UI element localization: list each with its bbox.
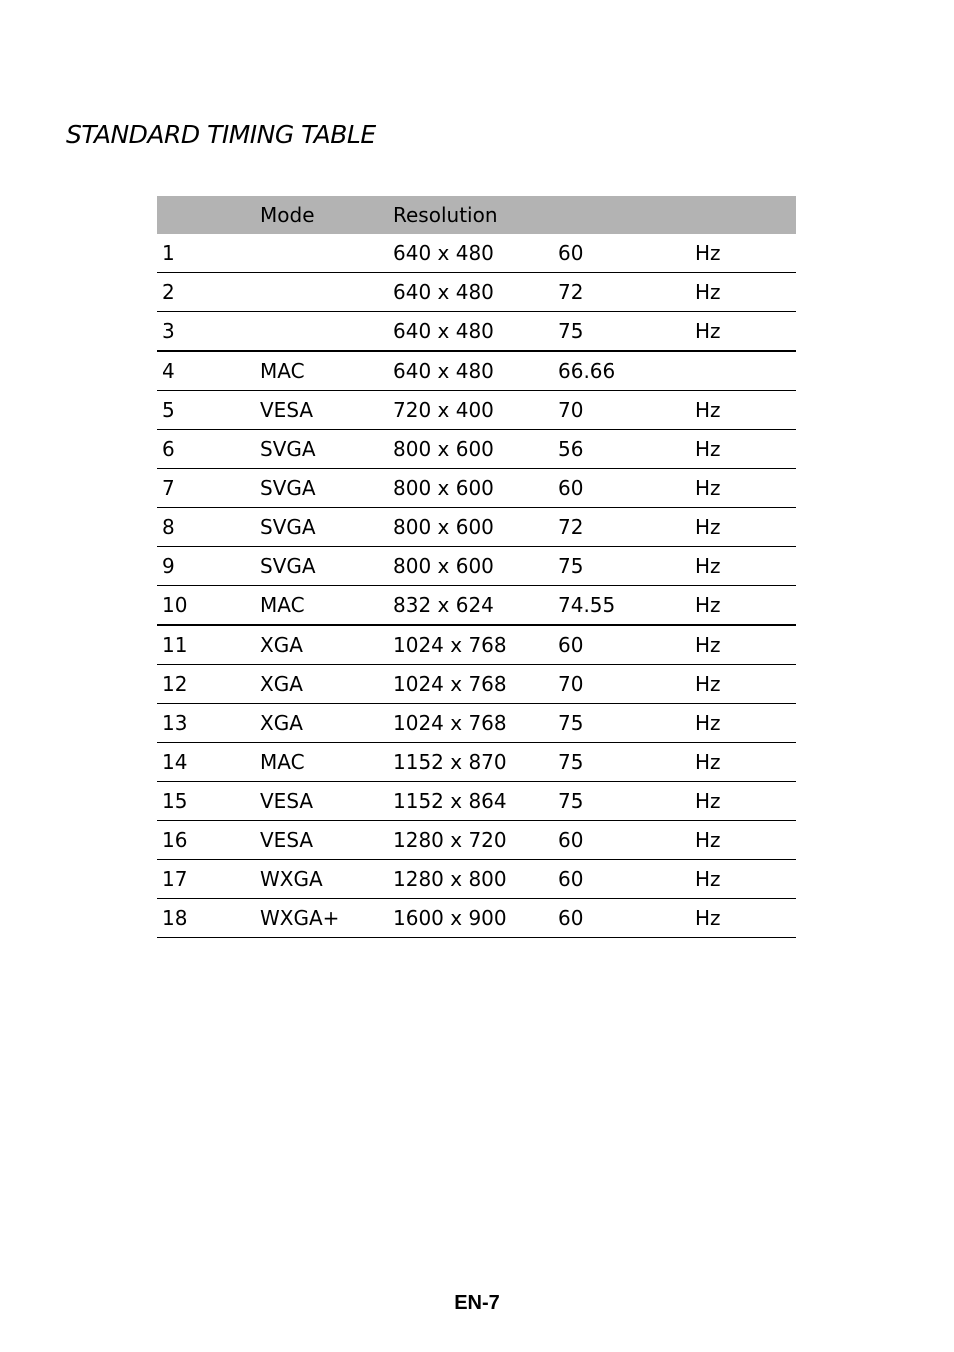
cell-number: 11 bbox=[162, 633, 188, 657]
cell-number: 15 bbox=[162, 789, 188, 813]
cell-mode bbox=[255, 312, 388, 352]
table-row bbox=[157, 860, 796, 899]
cell-mode: SVGA bbox=[260, 515, 316, 539]
cell-mode: MAC bbox=[260, 359, 305, 383]
cell-refresh-rate: 72 bbox=[558, 515, 584, 539]
cell-number: 18 bbox=[162, 906, 188, 930]
cell-number: 6 bbox=[162, 437, 175, 461]
cell-resolution: 640 x 480 bbox=[393, 280, 494, 304]
cell-resolution: 640 x 480 bbox=[393, 241, 494, 265]
cell-unit: Hz bbox=[695, 672, 721, 696]
cell-mode: VESA bbox=[260, 398, 314, 422]
cell-number: 7 bbox=[162, 476, 175, 500]
page-title: STANDARD TIMING TABLE bbox=[66, 120, 376, 149]
cell-refresh-rate: 60 bbox=[558, 828, 584, 852]
table-body bbox=[157, 234, 796, 938]
cell-mode: WXGA bbox=[260, 867, 323, 891]
cell-resolution: 1024 x 768 bbox=[393, 672, 507, 696]
cell-mode: XGA bbox=[260, 672, 303, 696]
cell-number: 14 bbox=[162, 750, 188, 774]
cell-number: 1 bbox=[162, 241, 175, 265]
cell-unit: Hz bbox=[695, 633, 721, 657]
cell-mode: XGA bbox=[260, 633, 303, 657]
cell-unit: Hz bbox=[695, 789, 721, 813]
cell-mode: XGA bbox=[260, 711, 303, 735]
cell-unit: Hz bbox=[695, 554, 721, 578]
table-row bbox=[157, 704, 796, 743]
cell-mode: WXGA+ bbox=[260, 906, 340, 930]
cell-mode: VESA bbox=[260, 789, 314, 813]
cell-mode: SVGA bbox=[260, 437, 316, 461]
cell-refresh-rate: 60 bbox=[558, 867, 584, 891]
cell-number: 2 bbox=[162, 280, 175, 304]
table-row bbox=[157, 312, 796, 352]
cell-refresh-rate: 60 bbox=[558, 633, 584, 657]
cell-resolution: 1600 x 900 bbox=[393, 906, 507, 930]
cell-resolution: 640 x 480 bbox=[393, 359, 494, 383]
cell-resolution: 640 x 480 bbox=[393, 319, 494, 343]
cell-resolution: 1024 x 768 bbox=[393, 711, 507, 735]
cell-number: 3 bbox=[162, 319, 175, 343]
cell-resolution: 1152 x 864 bbox=[393, 789, 507, 813]
page-number: EN-7 bbox=[454, 1292, 500, 1314]
cell-number: 12 bbox=[162, 672, 188, 696]
cell-number: 10 bbox=[162, 593, 188, 617]
header-rate bbox=[553, 196, 690, 234]
cell-number: 13 bbox=[162, 711, 188, 735]
cell-refresh-rate: 75 bbox=[558, 319, 584, 343]
cell-mode: SVGA bbox=[260, 554, 316, 578]
cell-unit: Hz bbox=[695, 867, 721, 891]
table-row bbox=[157, 430, 796, 469]
cell-unit: Hz bbox=[695, 476, 721, 500]
cell-unit: Hz bbox=[695, 398, 721, 422]
table-row bbox=[157, 743, 796, 782]
cell-resolution: 832 x 624 bbox=[393, 593, 494, 617]
cell-resolution: 1024 x 768 bbox=[393, 633, 507, 657]
cell-number: 17 bbox=[162, 867, 188, 891]
table-row bbox=[157, 508, 796, 547]
header-mode: Mode bbox=[260, 203, 315, 227]
cell-mode bbox=[255, 273, 388, 312]
cell-number: 16 bbox=[162, 828, 188, 852]
cell-resolution: 1152 x 870 bbox=[393, 750, 507, 774]
cell-resolution: 1280 x 800 bbox=[393, 867, 507, 891]
table-row bbox=[157, 821, 796, 860]
header-unit bbox=[690, 196, 796, 234]
cell-refresh-rate: 56 bbox=[558, 437, 584, 461]
cell-refresh-rate: 66.66 bbox=[558, 359, 616, 383]
cell-mode bbox=[255, 234, 388, 273]
cell-refresh-rate: 75 bbox=[558, 711, 584, 735]
header-resolution: Resolution bbox=[393, 203, 498, 227]
cell-number: 5 bbox=[162, 398, 175, 422]
table-row bbox=[157, 547, 796, 586]
cell-refresh-rate: 72 bbox=[558, 280, 584, 304]
table-row bbox=[157, 273, 796, 312]
table-row bbox=[157, 469, 796, 508]
cell-number: 8 bbox=[162, 515, 175, 539]
cell-mode: SVGA bbox=[260, 476, 316, 500]
cell-resolution: 800 x 600 bbox=[393, 476, 494, 500]
cell-refresh-rate: 60 bbox=[558, 476, 584, 500]
cell-unit: Hz bbox=[695, 750, 721, 774]
cell-refresh-rate: 75 bbox=[558, 789, 584, 813]
cell-unit: Hz bbox=[695, 280, 721, 304]
cell-number: 4 bbox=[162, 359, 175, 383]
header-number bbox=[157, 196, 255, 234]
table-row bbox=[157, 665, 796, 704]
cell-refresh-rate: 74.55 bbox=[558, 593, 616, 617]
cell-refresh-rate: 75 bbox=[558, 750, 584, 774]
table-row bbox=[157, 234, 796, 273]
cell-mode: VESA bbox=[260, 828, 314, 852]
cell-unit: Hz bbox=[695, 319, 721, 343]
cell-unit bbox=[690, 351, 796, 391]
table-row bbox=[157, 351, 796, 391]
table-header-row bbox=[157, 196, 796, 234]
cell-refresh-rate: 75 bbox=[558, 554, 584, 578]
cell-unit: Hz bbox=[695, 711, 721, 735]
cell-refresh-rate: 70 bbox=[558, 398, 584, 422]
cell-unit: Hz bbox=[695, 437, 721, 461]
cell-mode: MAC bbox=[260, 593, 305, 617]
cell-unit: Hz bbox=[695, 906, 721, 930]
cell-resolution: 720 x 400 bbox=[393, 398, 494, 422]
cell-unit: Hz bbox=[695, 828, 721, 852]
table-row bbox=[157, 899, 796, 938]
table-row bbox=[157, 391, 796, 430]
cell-refresh-rate: 70 bbox=[558, 672, 584, 696]
cell-mode: MAC bbox=[260, 750, 305, 774]
cell-number: 9 bbox=[162, 554, 175, 578]
cell-refresh-rate: 60 bbox=[558, 241, 584, 265]
cell-resolution: 1280 x 720 bbox=[393, 828, 507, 852]
table-row bbox=[157, 625, 796, 665]
timing-table bbox=[157, 196, 796, 938]
cell-refresh-rate: 60 bbox=[558, 906, 584, 930]
table-row bbox=[157, 782, 796, 821]
cell-resolution: 800 x 600 bbox=[393, 554, 494, 578]
cell-unit: Hz bbox=[695, 593, 721, 617]
cell-unit: Hz bbox=[695, 241, 721, 265]
cell-resolution: 800 x 600 bbox=[393, 437, 494, 461]
cell-resolution: 800 x 600 bbox=[393, 515, 494, 539]
cell-unit: Hz bbox=[695, 515, 721, 539]
table-row bbox=[157, 586, 796, 626]
